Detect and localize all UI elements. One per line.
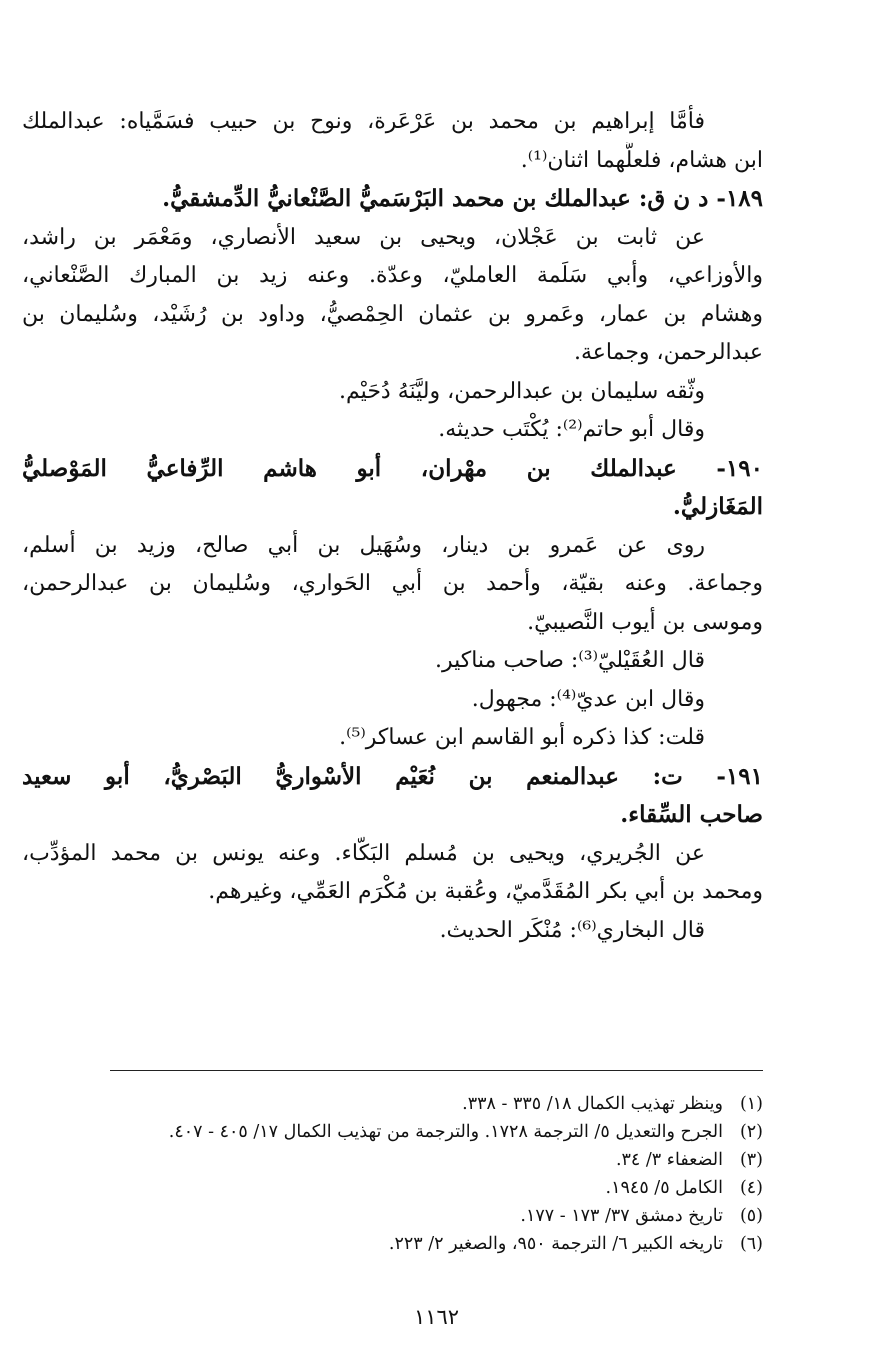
footnote-number: (٦) (739, 1234, 763, 1254)
footnote-number: (١) (739, 1094, 763, 1114)
page-number: ١١٦٢ (413, 1305, 460, 1329)
text-line: وجماعة. وعنه بقيّة، وأحمد بن أبي الحَواري، وسُليمان بن عبدالرحمن، (22, 571, 763, 596)
footnote (40, 1202, 763, 1230)
footnote-text: وينظر تهذيب الكمال ١٨/ ٣٣٥ - ٣٣٨. (462, 1094, 723, 1114)
main-text (22, 103, 763, 950)
text-line: قال البخاري⁽⁶⁾: مُنْكَر الحديث. (439, 917, 705, 943)
footnote-text: الضعفاء ٣/ ٣٤. (615, 1150, 723, 1170)
text-line: عبدالرحمن، وجماعة. (574, 340, 763, 365)
text-line: عن ثابت بن عَجْلان، ويحيى بن سعيد الأنصاري، ومَعْمَر بن راشد، (22, 224, 705, 250)
entry-heading-190: ١٩٠- عبدالملك بن مهْران، أبو هاشم الرِّفاعيُّ المَوْصليُّ (22, 454, 763, 482)
footnote (40, 1090, 763, 1118)
text-line: قلت: كذا ذكره أبو القاسم ابن عساكر⁽⁵⁾. (339, 725, 705, 750)
text-line: قال العُقَيْليّ⁽³⁾: صاحب مناكير. (434, 648, 705, 673)
text-line: والأوزاعي، وأبي سَلَمة العامليّ، وعدّة. وعنه زيد بن المبارك الصَّنْعاني، (22, 263, 763, 288)
footnote-number: (٢) (739, 1122, 763, 1142)
text-line: فأمَّا إبراهيم بن محمد بن عَرْعَرة، ونوح بن حبيب فسَمَّياه: عبدالملك (22, 109, 705, 134)
entry-heading-191: ١٩١- ت: عبدالمنعم بن نُعَيْم الأسْواريُّ البَصْريُّ، أبو سعيد (22, 762, 763, 790)
text-line: وقال ابن عديّ⁽⁴⁾: مجهول. (471, 686, 705, 712)
footnote (40, 1230, 763, 1258)
text-line: ابن هشام، فلعلَّهما اثنان⁽¹⁾. (520, 147, 763, 173)
text-line: عن الجُريري، ويحيى بن مُسلم البَكّاء. وعنه يونس بن محمد المؤدِّب، (22, 840, 705, 866)
entry-heading-189: ١٨٩- د ن ق: عبدالملك بن محمد البَرْسَميُّ الصَّنْعانيُّ الدِّمشقيُّ. (162, 185, 763, 212)
entry-heading-190-cont: المَغَازليُّ. (672, 493, 763, 520)
footnotes (40, 1090, 763, 1258)
footnote-text: الكامل ٥/ ١٩٤٥. (605, 1178, 723, 1198)
text-line: ومحمد بن أبي بكر المُقَدَّميّ، وعُقبة بن مُكْرَم العَمِّي، وغيرهم. (208, 879, 763, 904)
footnote-text: تاريخه الكبير ٦/ الترجمة ٩٥٠، والصغير ٢/ ٢٢٣. (388, 1234, 723, 1254)
text-line: وثّقه سليمان بن عبدالرحمن، وليَّنَهُ دُحَيْم. (339, 378, 705, 404)
text-line: وهشام بن عمار، وعَمرو بن عثمان الحِمْصيُّ، وداود بن رُشَيْد، وسُليمان بن (22, 301, 763, 327)
text-line: وموسى بن أيوب النَّصيبيّ. (527, 609, 763, 635)
footnote (40, 1146, 763, 1174)
footnote-text: تاريخ دمشق ٣٧/ ١٧٣ - ١٧٧. (520, 1206, 723, 1226)
footnote-divider (110, 1070, 763, 1071)
footnote-number: (٥) (739, 1206, 763, 1226)
footnote-number: (٣) (739, 1150, 763, 1170)
text-line: وقال أبو حاتم⁽²⁾: يُكْتَب حديثه. (438, 417, 705, 442)
footnote (40, 1174, 763, 1202)
footnote (40, 1118, 763, 1146)
footnote-number: (٤) (739, 1178, 763, 1198)
text-line: روى عن عَمرو بن دينار، وسُهَيل بن أبي صالح، وزيد بن أسلم، (22, 532, 705, 558)
entry-heading-191-cont: صاحب السِّقاء. (620, 801, 763, 828)
footnote-text: الجرح والتعديل ٥/ الترجمة ١٧٢٨. والترجمة من تهذيب الكمال ١٧/ ٤٠٥ - ٤٠٧. (168, 1122, 723, 1142)
